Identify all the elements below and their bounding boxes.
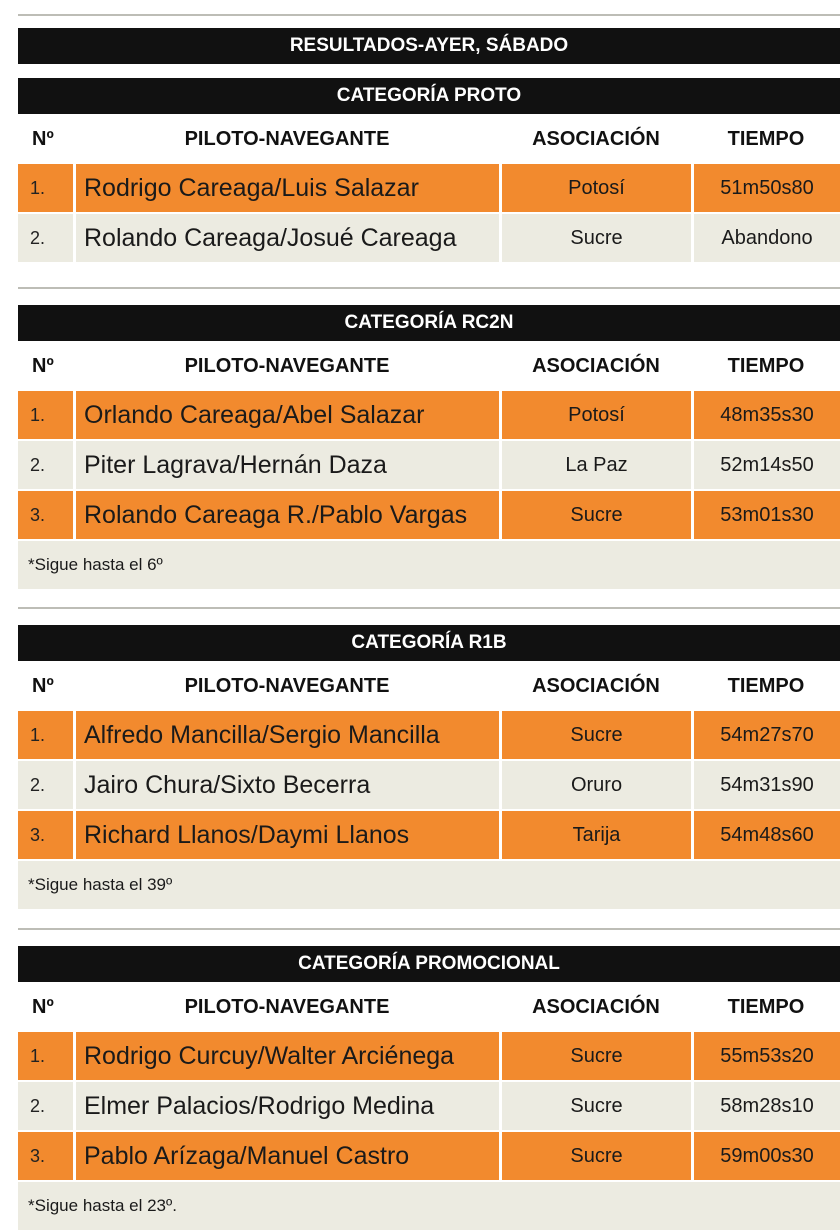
header-pilot: PILOTO-NAVEGANTE: [184, 995, 390, 1018]
table-row: [18, 441, 840, 491]
column-header-row: [18, 982, 840, 1032]
row-pilot: Rolando Careaga/Josué Careaga: [76, 214, 502, 264]
row-assoc: Potosí: [502, 391, 694, 441]
row-pilot: Rodrigo Curcuy/Walter Arciénega: [76, 1032, 502, 1082]
footnote: *Sigue hasta el 39º: [18, 861, 840, 909]
row-time: 54m48s60: [694, 811, 840, 861]
row-time: 54m31s90: [694, 761, 840, 811]
row-num: 1.: [18, 164, 76, 214]
header-assoc: ASOCIACIÓN: [532, 127, 660, 150]
row-num: 1.: [18, 711, 76, 761]
column-header-row: [18, 114, 840, 164]
row-time: 53m01s30: [694, 491, 840, 541]
row-time: 58m28s10: [694, 1082, 840, 1132]
row-num: 3.: [18, 811, 76, 861]
category-title: CATEGORÍA R1B: [18, 625, 840, 661]
row-assoc: La Paz: [502, 441, 694, 491]
top-divider: [18, 14, 840, 16]
row-pilot: Piter Lagrava/Hernán Daza: [76, 441, 502, 491]
table-row: [18, 711, 840, 761]
row-num: 3.: [18, 1132, 76, 1182]
section-divider: [18, 287, 840, 289]
header-pilot: PILOTO-NAVEGANTE: [184, 354, 390, 377]
row-pilot: Jairo Chura/Sixto Becerra: [76, 761, 502, 811]
header-time: TIEMPO: [727, 674, 805, 697]
row-pilot: Richard Llanos/Daymi Llanos: [76, 811, 502, 861]
category-r1b: [18, 607, 840, 909]
table-row: [18, 391, 840, 441]
section-divider: [18, 607, 840, 609]
column-header-row: [18, 341, 840, 391]
row-num: 1.: [18, 391, 76, 441]
row-time: 54m27s70: [694, 711, 840, 761]
category-proto: [18, 78, 840, 264]
section-divider: [18, 928, 840, 930]
row-assoc: Potosí: [502, 164, 694, 214]
header-assoc: ASOCIACIÓN: [532, 674, 660, 697]
row-assoc: Sucre: [502, 1132, 694, 1182]
table-row: [18, 1132, 840, 1182]
row-assoc: Oruro: [502, 761, 694, 811]
category-promocional: [18, 928, 840, 1230]
header-assoc: ASOCIACIÓN: [532, 995, 660, 1018]
table-row: [18, 214, 840, 264]
header-pilot: PILOTO-NAVEGANTE: [184, 674, 390, 697]
header-pilot: PILOTO-NAVEGANTE: [184, 127, 390, 150]
footnote: *Sigue hasta el 23º.: [18, 1182, 840, 1230]
row-assoc: Sucre: [502, 1082, 694, 1132]
row-assoc: Tarija: [502, 811, 694, 861]
category-title: CATEGORÍA RC2N: [18, 305, 840, 341]
footnote: *Sigue hasta el 6º: [18, 541, 840, 589]
row-assoc: Sucre: [502, 1032, 694, 1082]
header-num: Nº: [32, 995, 54, 1018]
row-time: 55m53s20: [694, 1032, 840, 1082]
header-num: Nº: [32, 127, 54, 150]
results-title: RESULTADOS-AYER, SÁBADO: [18, 28, 840, 64]
table-row: [18, 761, 840, 811]
header-num: Nº: [32, 354, 54, 377]
row-assoc: Sucre: [502, 214, 694, 264]
row-time: Abandono: [694, 214, 840, 264]
table-row: [18, 1082, 840, 1132]
row-pilot: Rodrigo Careaga/Luis Salazar: [76, 164, 502, 214]
header-assoc: ASOCIACIÓN: [532, 354, 660, 377]
row-pilot: Elmer Palacios/Rodrigo Medina: [76, 1082, 502, 1132]
table-row: [18, 811, 840, 861]
category-title: CATEGORÍA PROMOCIONAL: [18, 946, 840, 982]
row-time: 52m14s50: [694, 441, 840, 491]
column-header-row: [18, 661, 840, 711]
row-num: 3.: [18, 491, 76, 541]
header-num: Nº: [32, 674, 54, 697]
row-num: 2.: [18, 441, 76, 491]
row-pilot: Rolando Careaga R./Pablo Vargas: [76, 491, 502, 541]
category-rc2n: [18, 287, 840, 589]
row-num: 2.: [18, 1082, 76, 1132]
row-time: 48m35s30: [694, 391, 840, 441]
category-title: CATEGORÍA PROTO: [18, 78, 840, 114]
row-pilot: Pablo Arízaga/Manuel Castro: [76, 1132, 502, 1182]
row-time: 51m50s80: [694, 164, 840, 214]
table-row: [18, 164, 840, 214]
row-assoc: Sucre: [502, 711, 694, 761]
row-num: 2.: [18, 761, 76, 811]
row-pilot: Orlando Careaga/Abel Salazar: [76, 391, 502, 441]
header-time: TIEMPO: [727, 127, 805, 150]
header-time: TIEMPO: [727, 354, 805, 377]
table-row: [18, 491, 840, 541]
table-row: [18, 1032, 840, 1082]
row-num: 1.: [18, 1032, 76, 1082]
row-pilot: Alfredo Mancilla/Sergio Mancilla: [76, 711, 502, 761]
row-time: 59m00s30: [694, 1132, 840, 1182]
header-time: TIEMPO: [727, 995, 805, 1018]
row-assoc: Sucre: [502, 491, 694, 541]
row-num: 2.: [18, 214, 76, 264]
